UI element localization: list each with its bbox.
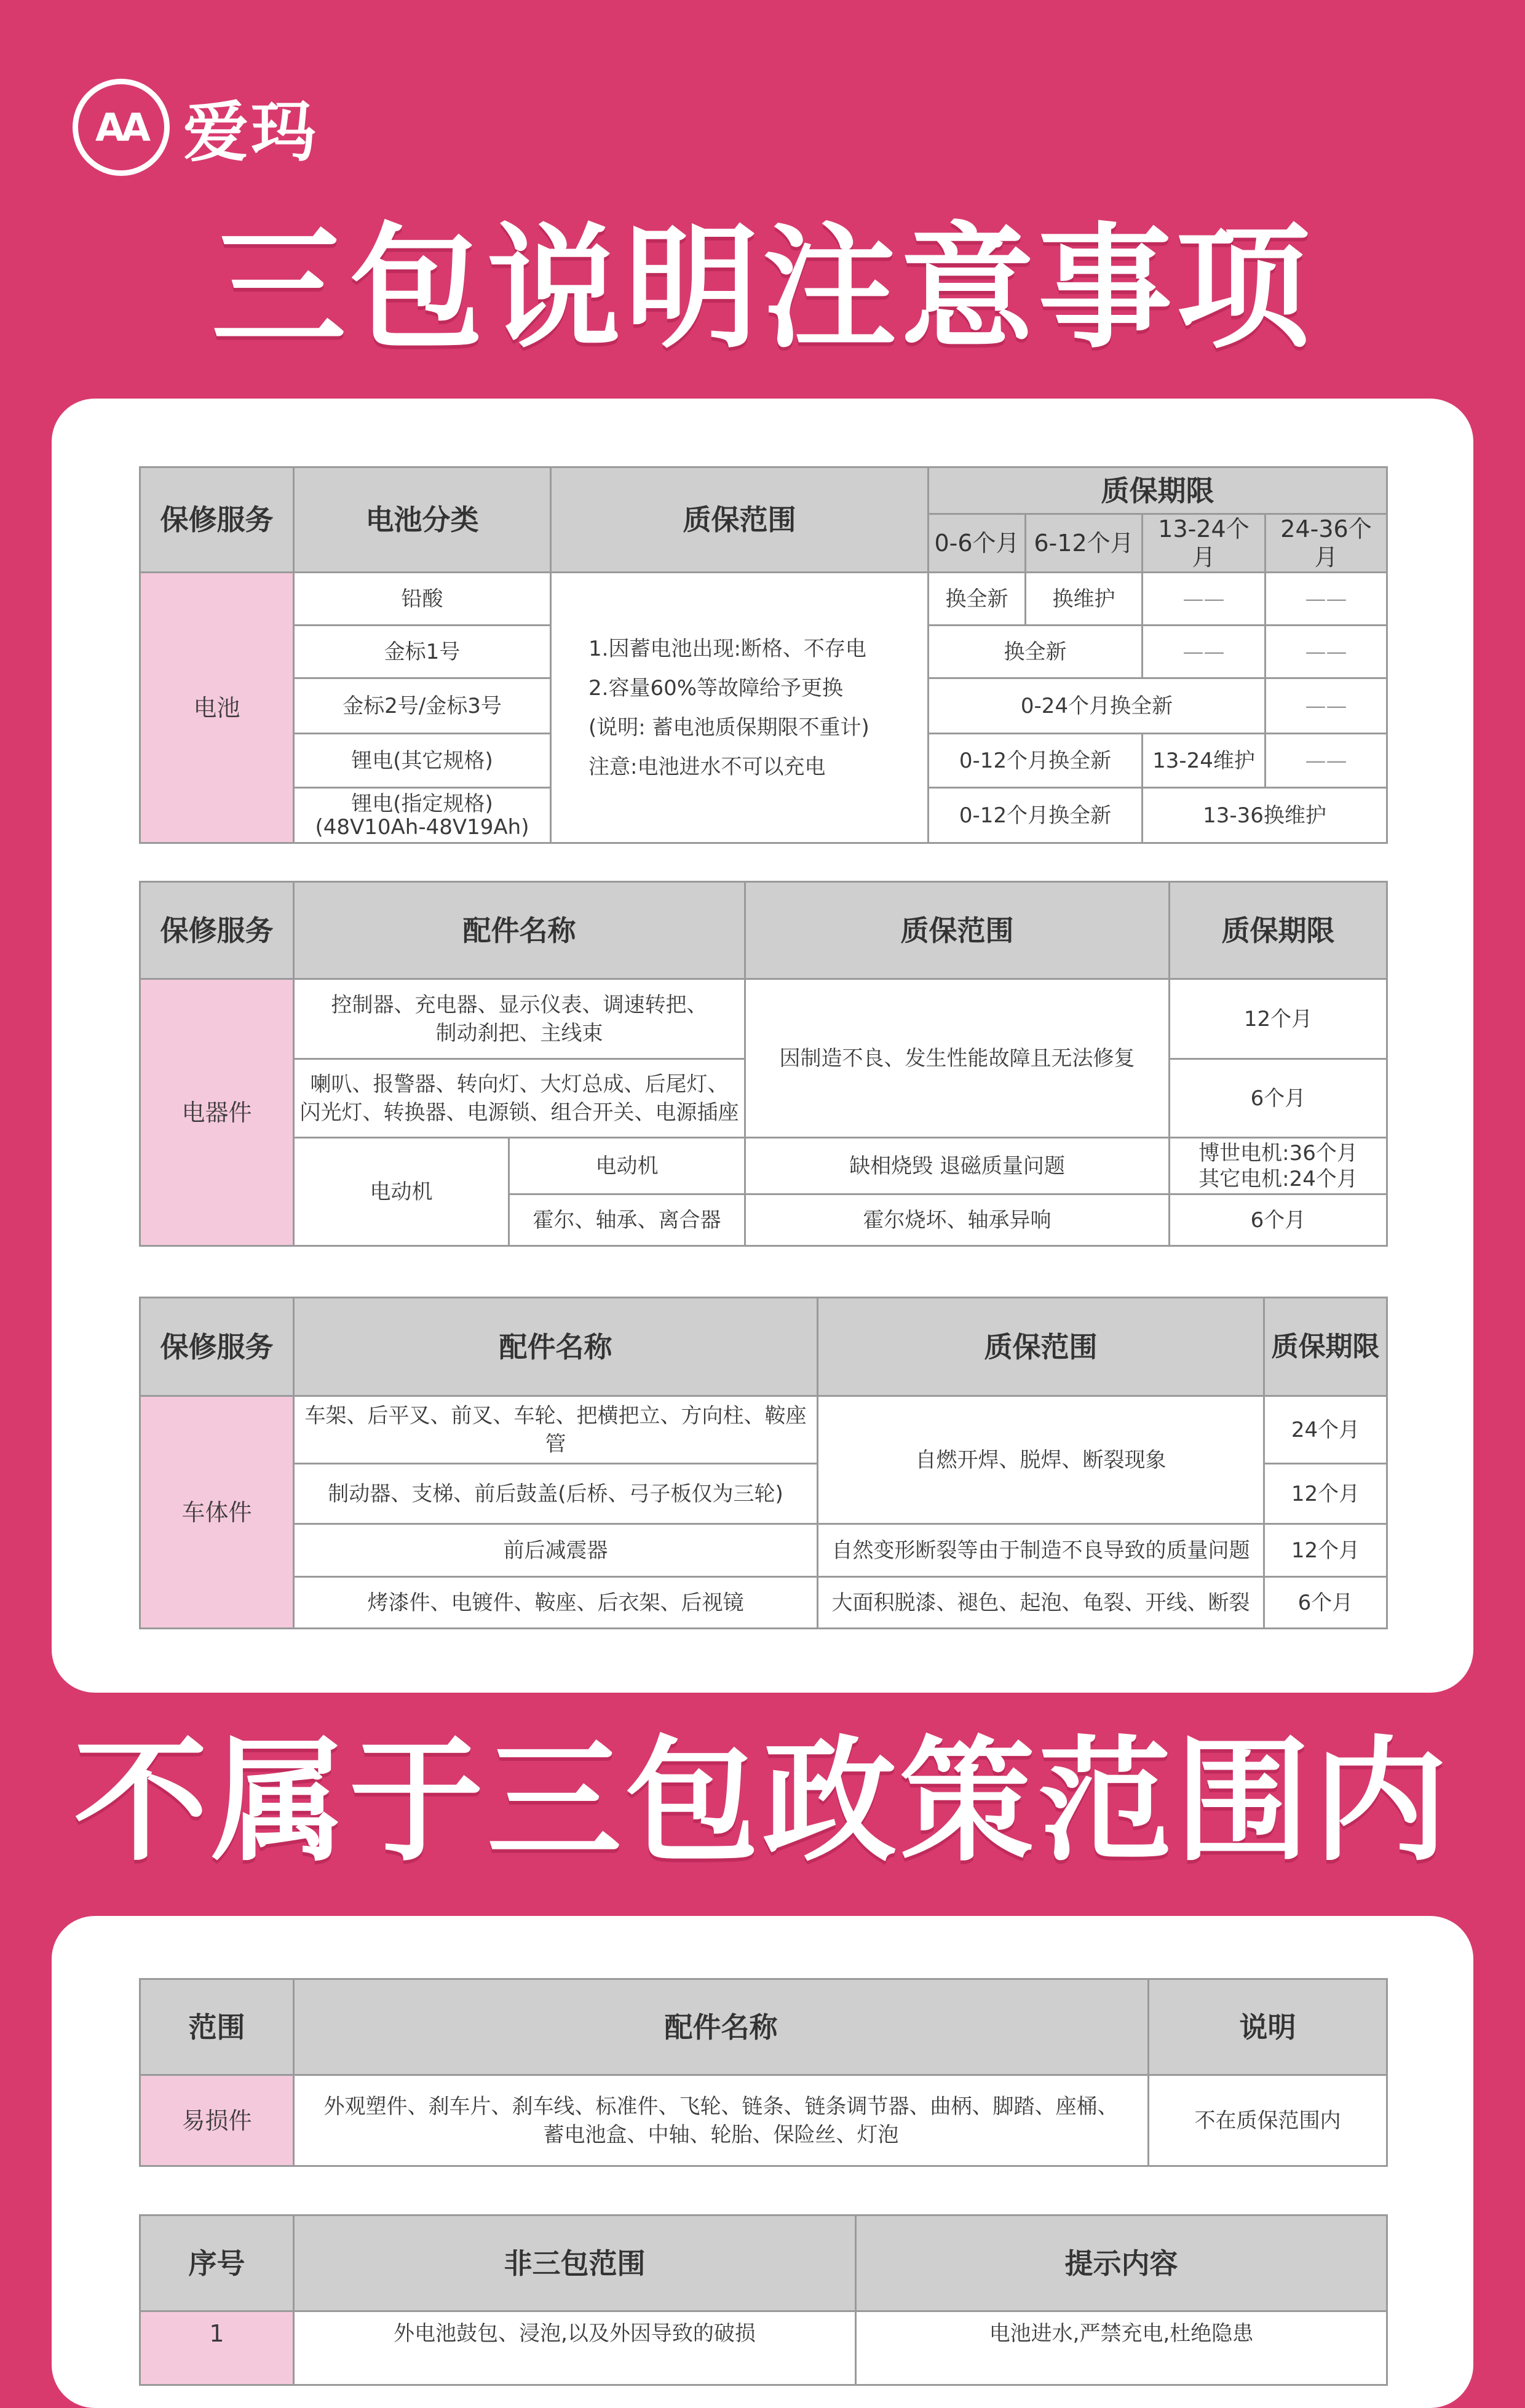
period-cell: —— <box>1266 573 1387 626</box>
scope-cell: 霍尔烧坏、轴承异响 <box>745 1194 1170 1246</box>
part-cell: 制动器、支梯、前后鼓盖(后桥、弓子板仅为三轮) <box>294 1464 818 1524</box>
row-index: 1 <box>140 2311 294 2385</box>
category-cell: 铅酸 <box>294 573 551 626</box>
period-cell: —— <box>1143 573 1266 626</box>
header-scope: 非三包范围 <box>294 2215 856 2311</box>
scope-line: (说明: 蓄电池质保期限不重计) <box>588 715 869 740</box>
period-cell: 6个月 <box>1170 1059 1387 1138</box>
period-cell: 0-12个月换全新 <box>929 734 1143 788</box>
header-note: 说明 <box>1149 1979 1387 2075</box>
body-warranty-table <box>139 1297 1388 1629</box>
service-body: 车体件 <box>140 1396 294 1629</box>
period-cell <box>1170 1138 1387 1194</box>
note-cell: 不在质保范围内 <box>1149 2075 1387 2166</box>
part-line: 制动刹把、主线束 <box>435 1020 603 1046</box>
header-service: 保修服务 <box>140 1298 294 1396</box>
main-heading: 三包说明注意事项 <box>212 211 1313 367</box>
wear-parts-table <box>139 1978 1388 2167</box>
period-cell: 24个月 <box>1264 1396 1387 1464</box>
category-cell: 锂电(其它规格) <box>294 734 551 788</box>
category-cell <box>294 788 551 843</box>
header-index: 序号 <box>140 2215 294 2311</box>
excluded-table <box>139 2214 1388 2386</box>
scope-cell: 自然变形断裂等由于制造不良导致的质量问题 <box>818 1524 1264 1577</box>
brand-name: 爱玛 <box>183 95 319 170</box>
part-cell: 电动机 <box>509 1138 745 1194</box>
brand-logo <box>73 79 319 176</box>
electrical-warranty-table <box>139 881 1388 1247</box>
period-cell: 0-12个月换全新 <box>929 788 1143 843</box>
period-cell: —— <box>1266 734 1387 788</box>
category-line: 锂电(指定规格) <box>351 791 493 816</box>
battery-warranty-table <box>139 466 1388 844</box>
part-cell: 车架、后平叉、前叉、车轮、把横把立、方向柱、鞍座管 <box>294 1396 818 1464</box>
scope-cell: 大面积脱漆、褪色、起泡、龟裂、开线、断裂 <box>818 1577 1264 1629</box>
period-cell: 13-24维护 <box>1143 734 1266 788</box>
period-cell: 换全新 <box>929 573 1026 626</box>
period-line: 博世电机:36个月 <box>1198 1140 1358 1166</box>
service-electrical: 电器件 <box>140 979 294 1246</box>
part-line: 控制器、充电器、显示仪表、调速转把、 <box>331 992 708 1017</box>
header-category: 电池分类 <box>294 467 551 573</box>
period-col-2: 13-24个月 <box>1143 514 1266 573</box>
part-line: 喇叭、报警器、转向灯、大灯总成、后尾灯、 <box>310 1071 729 1097</box>
period-line: 其它电机:24个月 <box>1198 1166 1358 1191</box>
category-cell: 金标1号 <box>294 626 551 678</box>
period-cell: 6个月 <box>1264 1577 1387 1629</box>
period-cell: 0-24个月换全新 <box>929 678 1266 734</box>
exclusion-heading: 不属于三包政策范围内 <box>74 1724 1451 1880</box>
part-line: 蓄电池盒、中轴、轮胎、保险丝、灯泡 <box>543 2122 899 2147</box>
period-col-1: 6-12个月 <box>1026 514 1143 573</box>
category-line: (48V10Ah-48V19Ah) <box>315 814 529 840</box>
header-service: 保修服务 <box>140 467 294 573</box>
header-part: 配件名称 <box>294 882 745 979</box>
part-line: 闪光灯、转换器、电源锁、组合开关、电源插座 <box>299 1100 739 1125</box>
part-cell <box>294 979 745 1059</box>
header-scope: 质保范围 <box>818 1298 1264 1396</box>
period-col-3: 24-36个月 <box>1266 514 1387 573</box>
motor-group-cell: 电动机 <box>294 1138 509 1246</box>
header-tip: 提示内容 <box>856 2215 1387 2311</box>
service-battery: 电池 <box>140 573 294 843</box>
part-cell: 烤漆件、电镀件、鞍座、后衣架、后视镜 <box>294 1577 818 1629</box>
period-cell: 12个月 <box>1264 1524 1387 1577</box>
scope-cell: 外电池鼓包、浸泡,以及外因导致的破损 <box>294 2311 856 2385</box>
period-cell: 换全新 <box>929 626 1143 678</box>
range-wear: 易损件 <box>140 2075 294 2166</box>
period-cell: —— <box>1143 626 1266 678</box>
header-range: 范围 <box>140 1979 294 2075</box>
category-cell: 金标2号/金标3号 <box>294 678 551 734</box>
scope-cell: 因制造不良、发生性能故障且无法修复 <box>745 979 1170 1138</box>
header-part: 配件名称 <box>294 1298 818 1396</box>
period-cell: 12个月 <box>1264 1464 1387 1524</box>
part-cell: 霍尔、轴承、离合器 <box>509 1194 745 1246</box>
scope-line: 2.容量60%等故障给予更换 <box>588 675 844 701</box>
period-cell: 换维护 <box>1026 573 1143 626</box>
header-scope: 质保范围 <box>551 467 929 573</box>
part-cell <box>294 1059 745 1138</box>
battery-scope <box>551 573 929 843</box>
period-cell: —— <box>1266 678 1387 734</box>
scope-cell: 自燃开焊、脱焊、断裂现象 <box>818 1396 1264 1524</box>
scope-cell: 缺相烧毁 退磁质量问题 <box>745 1138 1170 1194</box>
header-scope: 质保范围 <box>745 882 1170 979</box>
tip-cell: 电池进水,严禁充电,杜绝隐患 <box>856 2311 1387 2385</box>
header-period: 质保期限 <box>929 467 1387 514</box>
period-cell: 13-36换维护 <box>1143 788 1387 843</box>
header-service: 保修服务 <box>140 882 294 979</box>
period-cell: —— <box>1266 626 1387 678</box>
brand-logo-icon: AA <box>73 79 170 176</box>
header-period: 质保期限 <box>1264 1298 1387 1396</box>
period-col-0: 0-6个月 <box>929 514 1026 573</box>
scope-line: 注意:电池进水不可以充电 <box>588 754 826 779</box>
header-period: 质保期限 <box>1170 882 1387 979</box>
scope-line: 1.因蓄电池出现:断格、不存电 <box>588 636 866 661</box>
part-line: 外观塑件、刹车片、刹车线、标准件、飞轮、链条、链条调节器、曲柄、脚踏、座桶、 <box>323 2094 1119 2119</box>
part-cell: 前后减震器 <box>294 1524 818 1577</box>
header-part: 配件名称 <box>294 1979 1149 2075</box>
part-cell <box>294 2075 1149 2166</box>
period-cell: 12个月 <box>1170 979 1387 1059</box>
period-cell: 6个月 <box>1170 1194 1387 1246</box>
